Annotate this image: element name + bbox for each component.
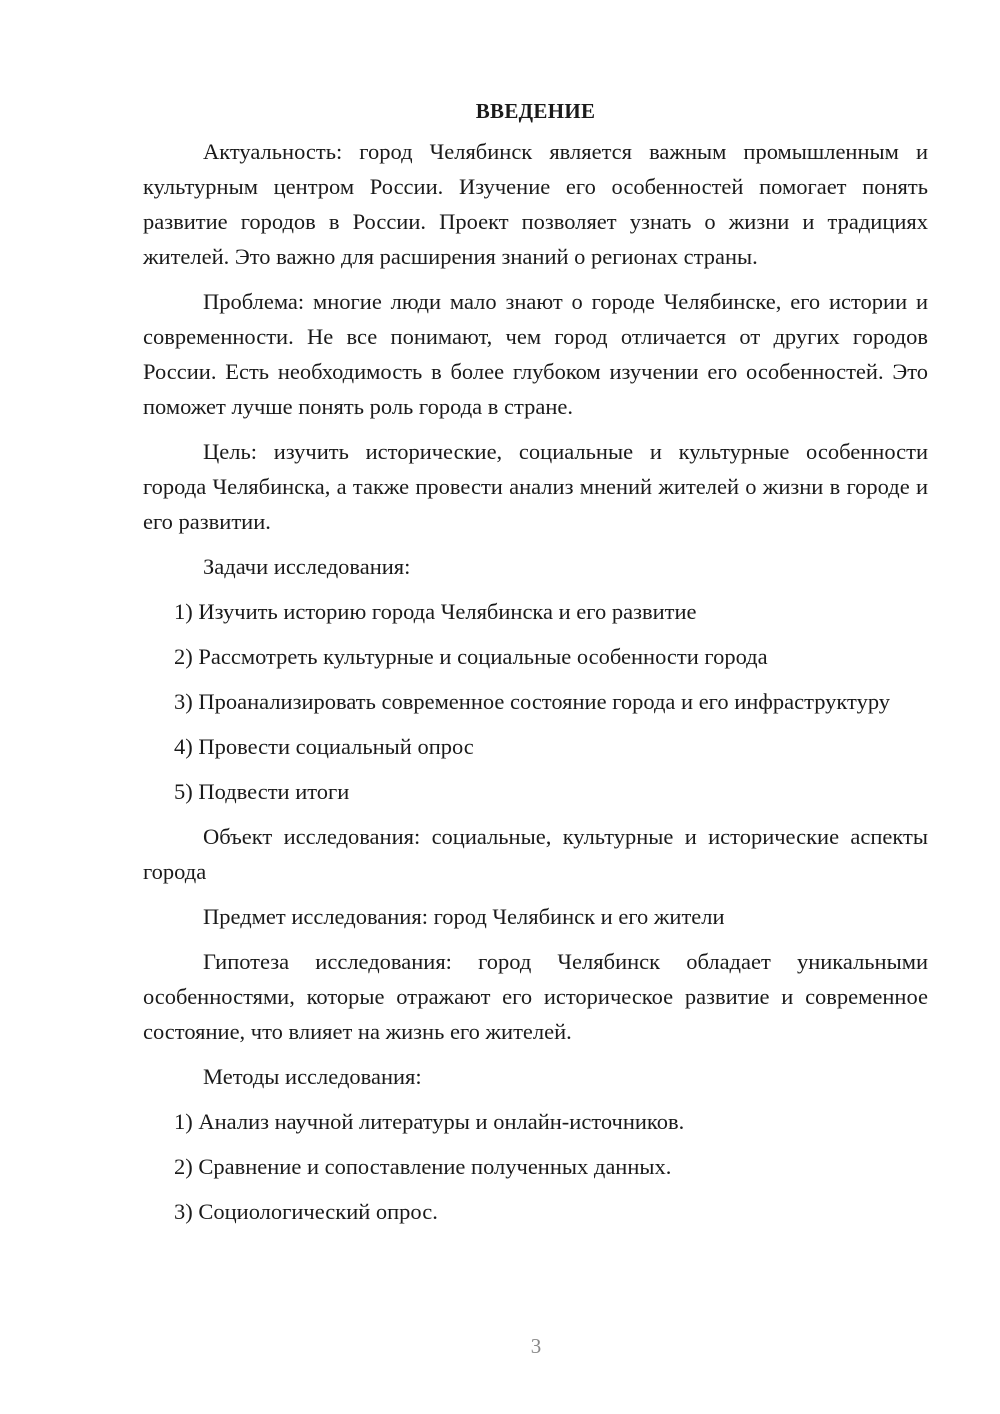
tasks-heading: Задачи исследования: (203, 554, 411, 579)
problem-paragraph: Проблема: многие люди мало знают о городе Челябинске, его истории и современности. Не все понимают, чем город отличается от других городов России. Есть необходимость в более глубоком изучении его особенностей. Это поможет лучше понять роль города в стране. (143, 289, 928, 419)
task-item-5: 5) Подвести итоги (174, 779, 350, 804)
hypothesis-paragraph: Гипотеза исследования: город Челябинск обладает уникальными особенностями, которые отражают его историческое развитие и современное состояние, что влияет на жизнь его жителей. (143, 949, 928, 1044)
relevance-paragraph: Актуальность: город Челябинск является важным промышленным и культурным центром России. Изучение его особенностей помогает понять развитие городов в России. Проект позволяет узнать о жизни и традициях жителей. Это важно для расширения знаний о регионах страны. (143, 139, 928, 269)
method-item-2: 2) Сравнение и сопоставление полученных данных. (174, 1154, 672, 1179)
task-item-3: 3) Проанализировать современное состояние города и его инфраструктуру (174, 689, 891, 714)
subject-paragraph: Предмет исследования: город Челябинск и его жители (203, 904, 725, 929)
goal-paragraph: Цель: изучить исторические, социальные и культурные особенности города Челябинска, а также провести анализ мнений жителей о жизни в городе и его развитии. (143, 439, 928, 534)
methods-heading: Методы исследования: (203, 1064, 422, 1089)
method-item-3: 3) Социологический опрос. (174, 1199, 438, 1224)
task-item-4: 4) Провести социальный опрос (174, 734, 474, 759)
task-item-1: 1) Изучить историю города Челябинска и его развитие (174, 599, 697, 624)
object-paragraph: Объект исследования: социальные, культурные и исторические аспекты города (143, 824, 928, 884)
page-content (143, 96, 928, 1239)
page-title: ВВЕДЕНИЕ (475, 99, 596, 123)
method-item-1: 1) Анализ научной литературы и онлайн-источников. (174, 1109, 685, 1134)
task-item-2: 2) Рассмотреть культурные и социальные особенности города (174, 644, 768, 669)
page-number: 3 (530, 1334, 542, 1358)
